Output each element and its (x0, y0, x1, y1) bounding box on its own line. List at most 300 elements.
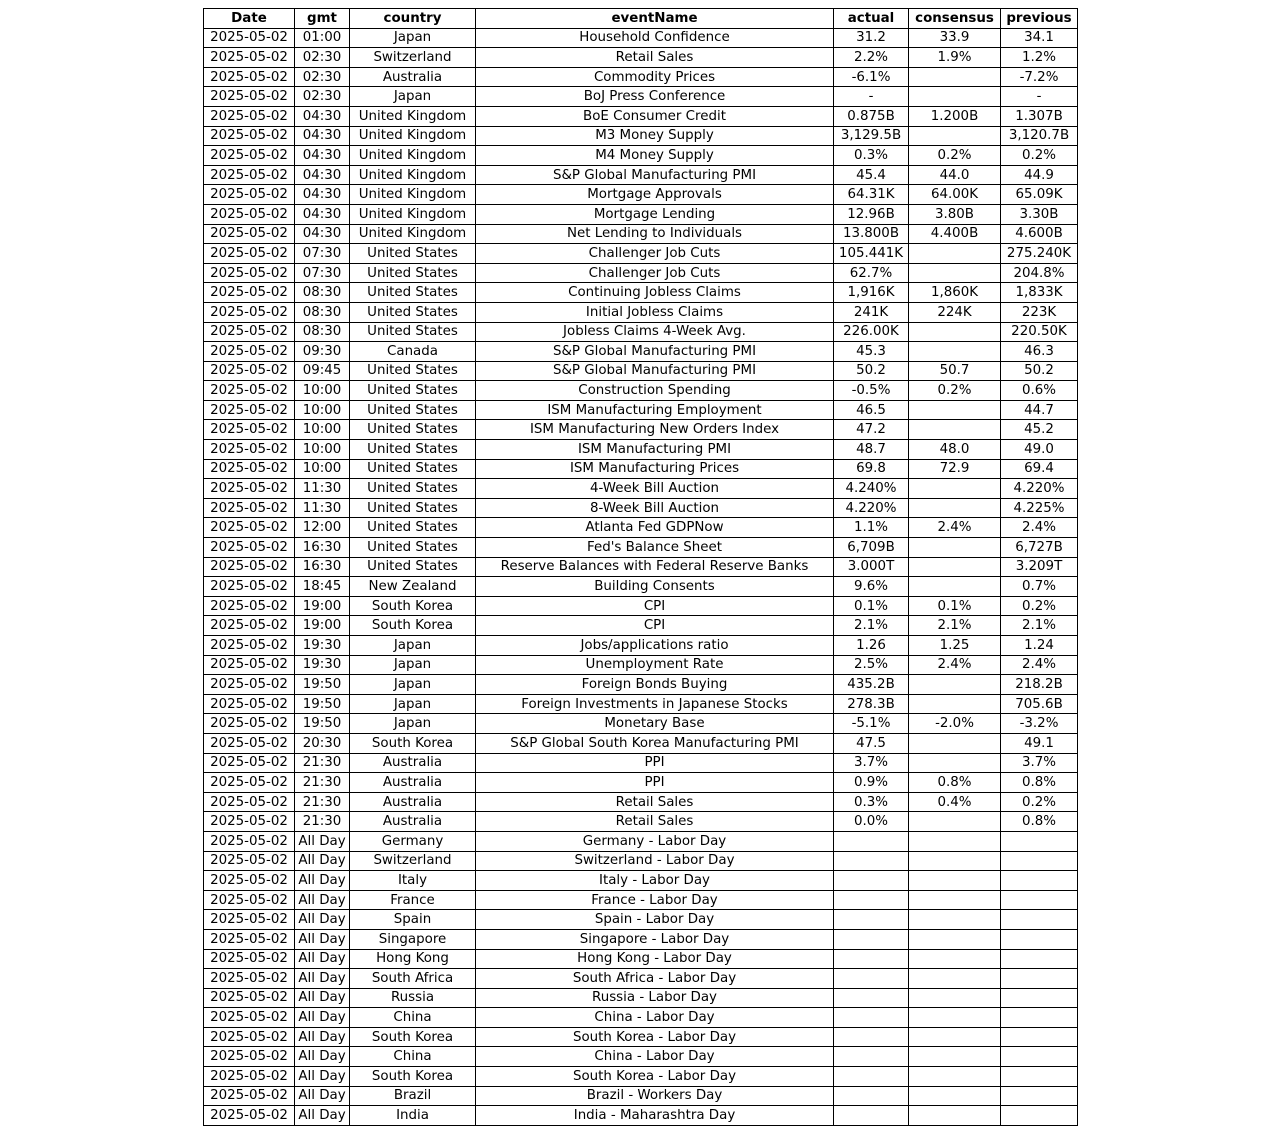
country-cell: Australia (350, 792, 476, 812)
date-cell: 2025-05-02 (204, 244, 295, 264)
previous-cell: 34.1 (1001, 28, 1078, 48)
consensus-cell (909, 244, 1001, 264)
date-cell: 2025-05-02 (204, 263, 295, 283)
event-name-cell: Mortgage Lending (476, 204, 834, 224)
actual-cell: 46.5 (834, 400, 909, 420)
previous-cell: 65.09K (1001, 185, 1078, 205)
gmt-cell: All Day (295, 1106, 350, 1126)
actual-cell: 0.0% (834, 812, 909, 832)
country-cell: United States (350, 322, 476, 342)
previous-cell: -3.2% (1001, 714, 1078, 734)
previous-cell (1001, 831, 1078, 851)
previous-cell: 705.6B (1001, 694, 1078, 714)
country-cell: South Korea (350, 1027, 476, 1047)
previous-cell (1001, 1086, 1078, 1106)
country-cell: United States (350, 361, 476, 381)
header-row (204, 9, 1078, 29)
country-cell: United Kingdom (350, 146, 476, 166)
consensus-cell: 1.25 (909, 636, 1001, 656)
consensus-cell: 1,860K (909, 283, 1001, 303)
event-name-cell: Italy - Labor Day (476, 871, 834, 891)
table-row (204, 694, 1078, 714)
event-name-cell: Initial Jobless Claims (476, 302, 834, 322)
gmt-cell: 02:30 (295, 67, 350, 87)
consensus-cell (909, 949, 1001, 969)
table-row (204, 204, 1078, 224)
event-name-cell: S&P Global Manufacturing PMI (476, 361, 834, 381)
country-cell: Japan (350, 87, 476, 107)
event-name-cell: Reserve Balances with Federal Reserve Banks (476, 557, 834, 577)
table-row (204, 381, 1078, 401)
date-cell: 2025-05-02 (204, 126, 295, 146)
date-cell: 2025-05-02 (204, 694, 295, 714)
actual-cell (834, 851, 909, 871)
table-row (204, 87, 1078, 107)
gmt-cell: All Day (295, 949, 350, 969)
consensus-cell (909, 126, 1001, 146)
previous-cell: 220.50K (1001, 322, 1078, 342)
previous-cell: 218.2B (1001, 675, 1078, 695)
consensus-cell (909, 322, 1001, 342)
date-cell: 2025-05-02 (204, 812, 295, 832)
event-name-cell: India - Maharashtra Day (476, 1106, 834, 1126)
actual-cell: 0.9% (834, 773, 909, 793)
gmt-cell: 10:00 (295, 420, 350, 440)
country-cell: Japan (350, 28, 476, 48)
actual-cell: -0.5% (834, 381, 909, 401)
date-cell: 2025-05-02 (204, 67, 295, 87)
actual-cell (834, 871, 909, 891)
previous-cell: 44.9 (1001, 165, 1078, 185)
table-row (204, 871, 1078, 891)
country-cell: United Kingdom (350, 165, 476, 185)
previous-cell: 44.7 (1001, 400, 1078, 420)
table-row (204, 1008, 1078, 1028)
consensus-cell (909, 400, 1001, 420)
table-row (204, 812, 1078, 832)
actual-cell: 0.3% (834, 792, 909, 812)
actual-cell (834, 1008, 909, 1028)
date-cell: 2025-05-02 (204, 518, 295, 538)
gmt-cell: 19:30 (295, 655, 350, 675)
consensus-cell (909, 1086, 1001, 1106)
gmt-cell: All Day (295, 929, 350, 949)
consensus-cell (909, 1027, 1001, 1047)
event-name-cell: Retail Sales (476, 812, 834, 832)
country-cell: United States (350, 263, 476, 283)
actual-cell (834, 988, 909, 1008)
date-cell: 2025-05-02 (204, 87, 295, 107)
event-name-cell: S&P Global South Korea Manufacturing PMI (476, 733, 834, 753)
table-row (204, 1067, 1078, 1087)
consensus-cell (909, 420, 1001, 440)
country-cell: Russia (350, 988, 476, 1008)
date-cell: 2025-05-02 (204, 557, 295, 577)
date-cell: 2025-05-02 (204, 871, 295, 891)
consensus-cell: 0.2% (909, 146, 1001, 166)
country-cell: South Korea (350, 1067, 476, 1087)
country-cell: China (350, 1008, 476, 1028)
actual-cell: 64.31K (834, 185, 909, 205)
table-row (204, 342, 1078, 362)
actual-cell: - (834, 87, 909, 107)
gmt-cell: 19:00 (295, 596, 350, 616)
consensus-cell (909, 577, 1001, 597)
table-row (204, 910, 1078, 930)
consensus-cell (909, 67, 1001, 87)
consensus-cell (909, 498, 1001, 518)
actual-cell (834, 949, 909, 969)
event-name-cell: Brazil - Workers Day (476, 1086, 834, 1106)
actual-cell: 69.8 (834, 459, 909, 479)
table-row (204, 929, 1078, 949)
consensus-cell (909, 871, 1001, 891)
date-cell: 2025-05-02 (204, 204, 295, 224)
table-row (204, 479, 1078, 499)
previous-cell: 2.1% (1001, 616, 1078, 636)
table-row (204, 733, 1078, 753)
consensus-cell (909, 342, 1001, 362)
event-name-cell: Atlanta Fed GDPNow (476, 518, 834, 538)
event-name-cell: ISM Manufacturing Prices (476, 459, 834, 479)
previous-cell: 4.220% (1001, 479, 1078, 499)
table-row (204, 518, 1078, 538)
date-cell: 2025-05-02 (204, 185, 295, 205)
country-cell: United Kingdom (350, 224, 476, 244)
event-name-cell: South Africa - Labor Day (476, 969, 834, 989)
actual-cell: 47.5 (834, 733, 909, 753)
table-row (204, 792, 1078, 812)
gmt-cell: 19:50 (295, 675, 350, 695)
actual-cell: 1.26 (834, 636, 909, 656)
date-cell: 2025-05-02 (204, 577, 295, 597)
actual-cell (834, 910, 909, 930)
gmt-cell: 19:00 (295, 616, 350, 636)
actual-cell (834, 890, 909, 910)
previous-cell (1001, 1008, 1078, 1028)
event-name-cell: 8-Week Bill Auction (476, 498, 834, 518)
country-cell: New Zealand (350, 577, 476, 597)
consensus-cell (909, 1067, 1001, 1087)
country-cell: Singapore (350, 929, 476, 949)
previous-cell: 45.2 (1001, 420, 1078, 440)
gmt-cell: All Day (295, 871, 350, 891)
consensus-cell (909, 675, 1001, 695)
gmt-cell: 16:30 (295, 538, 350, 558)
table-row (204, 1086, 1078, 1106)
gmt-cell: 04:30 (295, 126, 350, 146)
date-cell: 2025-05-02 (204, 479, 295, 499)
event-name-cell: Foreign Investments in Japanese Stocks (476, 694, 834, 714)
event-name-cell: China - Labor Day (476, 1008, 834, 1028)
previous-cell: 1.307B (1001, 106, 1078, 126)
actual-cell: 31.2 (834, 28, 909, 48)
actual-cell: 226.00K (834, 322, 909, 342)
date-cell: 2025-05-02 (204, 440, 295, 460)
gmt-cell: 08:30 (295, 322, 350, 342)
previous-cell: 1,833K (1001, 283, 1078, 303)
date-cell: 2025-05-02 (204, 361, 295, 381)
consensus-cell (909, 890, 1001, 910)
consensus-cell (909, 851, 1001, 871)
gmt-cell: 01:00 (295, 28, 350, 48)
table-row (204, 773, 1078, 793)
event-name-cell: M3 Money Supply (476, 126, 834, 146)
table-body (204, 28, 1078, 1125)
gmt-cell: 21:30 (295, 792, 350, 812)
table-row (204, 420, 1078, 440)
previous-cell: 6,727B (1001, 538, 1078, 558)
table-row (204, 1047, 1078, 1067)
previous-cell: 3,120.7B (1001, 126, 1078, 146)
event-name-cell: Fed's Balance Sheet (476, 538, 834, 558)
table-row (204, 48, 1078, 68)
country-cell: Switzerland (350, 48, 476, 68)
date-cell: 2025-05-02 (204, 792, 295, 812)
country-cell: Canada (350, 342, 476, 362)
gmt-cell: 07:30 (295, 263, 350, 283)
date-cell: 2025-05-02 (204, 988, 295, 1008)
consensus-cell (909, 479, 1001, 499)
actual-cell: 47.2 (834, 420, 909, 440)
event-name-cell: PPI (476, 773, 834, 793)
consensus-cell (909, 1008, 1001, 1028)
event-name-cell: Unemployment Rate (476, 655, 834, 675)
actual-cell: 6,709B (834, 538, 909, 558)
table-row (204, 224, 1078, 244)
country-cell: South Africa (350, 969, 476, 989)
gmt-cell: All Day (295, 1086, 350, 1106)
event-name-cell: Jobless Claims 4-Week Avg. (476, 322, 834, 342)
column-header-previous: previous (1001, 9, 1078, 29)
event-name-cell: Foreign Bonds Buying (476, 675, 834, 695)
event-name-cell: Jobs/applications ratio (476, 636, 834, 656)
consensus-cell: 4.400B (909, 224, 1001, 244)
previous-cell: 223K (1001, 302, 1078, 322)
date-cell: 2025-05-02 (204, 322, 295, 342)
consensus-cell: 3.80B (909, 204, 1001, 224)
gmt-cell: All Day (295, 890, 350, 910)
table-row (204, 577, 1078, 597)
event-name-cell: Russia - Labor Day (476, 988, 834, 1008)
event-name-cell: South Korea - Labor Day (476, 1067, 834, 1087)
column-header-gmt: gmt (295, 9, 350, 29)
consensus-cell (909, 969, 1001, 989)
table-row (204, 126, 1078, 146)
consensus-cell: 50.7 (909, 361, 1001, 381)
country-cell: United States (350, 518, 476, 538)
gmt-cell: 18:45 (295, 577, 350, 597)
gmt-cell: 08:30 (295, 283, 350, 303)
table-row (204, 263, 1078, 283)
gmt-cell: 10:00 (295, 440, 350, 460)
actual-cell: 48.7 (834, 440, 909, 460)
actual-cell: 9.6% (834, 577, 909, 597)
previous-cell (1001, 1047, 1078, 1067)
event-name-cell: Construction Spending (476, 381, 834, 401)
date-cell: 2025-05-02 (204, 675, 295, 695)
event-name-cell: ISM Manufacturing New Orders Index (476, 420, 834, 440)
column-header-event-name: eventName (476, 9, 834, 29)
gmt-cell: 19:50 (295, 714, 350, 734)
actual-cell (834, 1027, 909, 1047)
actual-cell: -5.1% (834, 714, 909, 734)
event-name-cell: France - Labor Day (476, 890, 834, 910)
actual-cell: 4.240% (834, 479, 909, 499)
consensus-cell (909, 831, 1001, 851)
previous-cell (1001, 929, 1078, 949)
consensus-cell: 48.0 (909, 440, 1001, 460)
gmt-cell: All Day (295, 1067, 350, 1087)
actual-cell: 435.2B (834, 675, 909, 695)
actual-cell: 50.2 (834, 361, 909, 381)
date-cell: 2025-05-02 (204, 283, 295, 303)
date-cell: 2025-05-02 (204, 400, 295, 420)
column-header-country: country (350, 9, 476, 29)
event-name-cell: Commodity Prices (476, 67, 834, 87)
actual-cell: 45.4 (834, 165, 909, 185)
date-cell: 2025-05-02 (204, 773, 295, 793)
previous-cell: 2.4% (1001, 655, 1078, 675)
date-cell: 2025-05-02 (204, 146, 295, 166)
date-cell: 2025-05-02 (204, 949, 295, 969)
date-cell: 2025-05-02 (204, 1027, 295, 1047)
gmt-cell: 11:30 (295, 498, 350, 518)
event-name-cell: Net Lending to Individuals (476, 224, 834, 244)
date-cell: 2025-05-02 (204, 596, 295, 616)
previous-cell: 1.24 (1001, 636, 1078, 656)
table-row (204, 714, 1078, 734)
consensus-cell (909, 538, 1001, 558)
actual-cell: 3,129.5B (834, 126, 909, 146)
consensus-cell: 64.00K (909, 185, 1001, 205)
date-cell: 2025-05-02 (204, 1106, 295, 1126)
table-row (204, 322, 1078, 342)
actual-cell: 278.3B (834, 694, 909, 714)
previous-cell: 49.0 (1001, 440, 1078, 460)
table-row (204, 146, 1078, 166)
date-cell: 2025-05-02 (204, 969, 295, 989)
date-cell: 2025-05-02 (204, 342, 295, 362)
event-name-cell: BoE Consumer Credit (476, 106, 834, 126)
country-cell: United States (350, 420, 476, 440)
table-row (204, 244, 1078, 264)
country-cell: United States (350, 440, 476, 460)
date-cell: 2025-05-02 (204, 538, 295, 558)
previous-cell: -7.2% (1001, 67, 1078, 87)
gmt-cell: 04:30 (295, 224, 350, 244)
event-name-cell: ISM Manufacturing Employment (476, 400, 834, 420)
gmt-cell: 04:30 (295, 106, 350, 126)
event-name-cell: CPI (476, 596, 834, 616)
table-row (204, 675, 1078, 695)
date-cell: 2025-05-02 (204, 420, 295, 440)
actual-cell: 3.000T (834, 557, 909, 577)
previous-cell (1001, 969, 1078, 989)
event-name-cell: S&P Global Manufacturing PMI (476, 165, 834, 185)
country-cell: United States (350, 459, 476, 479)
gmt-cell: 16:30 (295, 557, 350, 577)
previous-cell (1001, 1027, 1078, 1047)
event-name-cell: Building Consents (476, 577, 834, 597)
table-row (204, 165, 1078, 185)
actual-cell: 1,916K (834, 283, 909, 303)
country-cell: United Kingdom (350, 126, 476, 146)
gmt-cell: 04:30 (295, 146, 350, 166)
actual-cell (834, 969, 909, 989)
previous-cell: 0.8% (1001, 773, 1078, 793)
table-row (204, 67, 1078, 87)
date-cell: 2025-05-02 (204, 851, 295, 871)
consensus-cell: 224K (909, 302, 1001, 322)
event-name-cell: PPI (476, 753, 834, 773)
country-cell: India (350, 1106, 476, 1126)
gmt-cell: 12:00 (295, 518, 350, 538)
table-row (204, 616, 1078, 636)
country-cell: United States (350, 538, 476, 558)
gmt-cell: All Day (295, 851, 350, 871)
date-cell: 2025-05-02 (204, 616, 295, 636)
gmt-cell: 19:30 (295, 636, 350, 656)
previous-cell: 46.3 (1001, 342, 1078, 362)
consensus-cell (909, 988, 1001, 1008)
gmt-cell: 11:30 (295, 479, 350, 499)
date-cell: 2025-05-02 (204, 1047, 295, 1067)
date-cell: 2025-05-02 (204, 28, 295, 48)
actual-cell (834, 831, 909, 851)
gmt-cell: All Day (295, 831, 350, 851)
event-name-cell: Household Confidence (476, 28, 834, 48)
gmt-cell: 21:30 (295, 812, 350, 832)
table-row (204, 851, 1078, 871)
actual-cell: 241K (834, 302, 909, 322)
table-row (204, 400, 1078, 420)
actual-cell: 62.7% (834, 263, 909, 283)
gmt-cell: All Day (295, 1047, 350, 1067)
actual-cell: 4.220% (834, 498, 909, 518)
consensus-cell: 72.9 (909, 459, 1001, 479)
event-name-cell: Retail Sales (476, 792, 834, 812)
previous-cell: 3.209T (1001, 557, 1078, 577)
country-cell: South Korea (350, 596, 476, 616)
event-name-cell: Monetary Base (476, 714, 834, 734)
consensus-cell: 44.0 (909, 165, 1001, 185)
country-cell: United Kingdom (350, 106, 476, 126)
table-row (204, 890, 1078, 910)
date-cell: 2025-05-02 (204, 1067, 295, 1087)
previous-cell (1001, 871, 1078, 891)
event-name-cell: Germany - Labor Day (476, 831, 834, 851)
consensus-cell (909, 910, 1001, 930)
table-row (204, 440, 1078, 460)
country-cell: Japan (350, 675, 476, 695)
actual-cell: 12.96B (834, 204, 909, 224)
gmt-cell: All Day (295, 1027, 350, 1047)
date-cell: 2025-05-02 (204, 636, 295, 656)
gmt-cell: 09:45 (295, 361, 350, 381)
consensus-cell (909, 1106, 1001, 1126)
consensus-cell: 1.200B (909, 106, 1001, 126)
consensus-cell: 1.9% (909, 48, 1001, 68)
table-row (204, 969, 1078, 989)
gmt-cell: All Day (295, 910, 350, 930)
country-cell: Australia (350, 773, 476, 793)
gmt-cell: 04:30 (295, 185, 350, 205)
event-name-cell: 4-Week Bill Auction (476, 479, 834, 499)
date-cell: 2025-05-02 (204, 459, 295, 479)
country-cell: United States (350, 400, 476, 420)
table-row (204, 106, 1078, 126)
